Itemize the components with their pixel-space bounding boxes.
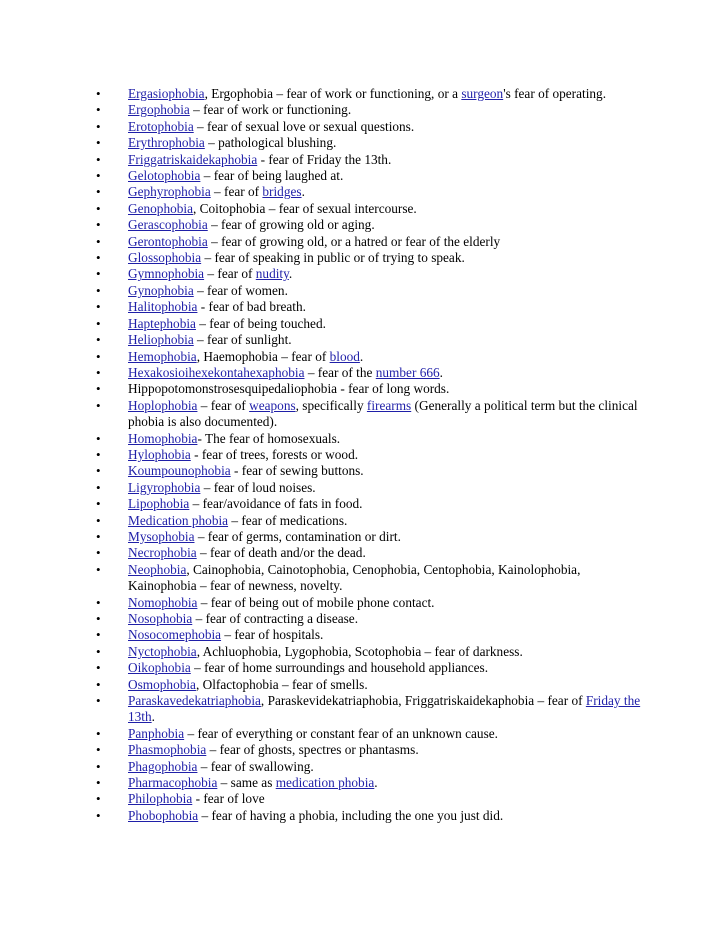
item-text: , specifically: [295, 397, 367, 413]
item-text: – fear/avoidance of fats in food.: [189, 496, 363, 512]
list-item: [88, 595, 648, 611]
term-link[interactable]: Halitophobia: [128, 299, 198, 315]
term-link[interactable]: Gerascophobia: [128, 217, 208, 233]
list-item: [88, 726, 648, 742]
item-text: 's fear of operating.: [503, 86, 607, 101]
bullet-icon: •: [96, 611, 101, 626]
item-text: – fear of contracting a disease.: [192, 611, 359, 626]
term-link[interactable]: Phobophobia: [128, 807, 199, 823]
item-text: – same as: [217, 775, 276, 791]
item-text: .: [151, 709, 155, 725]
bullet-icon: •: [96, 775, 101, 791]
list-item: [88, 693, 648, 726]
bullet-icon: •: [96, 643, 101, 659]
list-item: [88, 480, 648, 496]
list-item: [88, 611, 648, 627]
list-item: [88, 545, 648, 561]
term-link[interactable]: Ergasiophobia: [128, 86, 205, 101]
list-item: [88, 299, 648, 315]
bullet-icon: •: [96, 528, 101, 544]
item-text: , Haemophobia – fear of: [196, 348, 330, 364]
item-text: – fear of germs, contamination or dirt.: [194, 528, 401, 544]
item-text: , Achluophobia, Lygophobia, Scotophobia – fear of darkness.: [196, 643, 523, 659]
item-text: – fear of ghosts, spectres or phantasms.: [206, 742, 419, 758]
bullet-icon: •: [96, 693, 101, 709]
bullet-icon: •: [96, 233, 101, 249]
item-text: - fear of love: [192, 791, 265, 807]
list-item: [88, 808, 648, 824]
term-link[interactable]: Koumpounophobia: [128, 463, 231, 479]
term-link[interactable]: weapons: [249, 397, 296, 413]
list-item: [88, 496, 648, 512]
term-link[interactable]: Medication phobia: [128, 512, 229, 528]
term-link[interactable]: nudity: [255, 266, 289, 282]
term-link[interactable]: Friggatriskaidekaphobia: [128, 151, 258, 167]
term-link[interactable]: Philophobia: [128, 791, 193, 807]
bullet-icon: •: [96, 463, 101, 479]
list-item: [88, 332, 648, 348]
list-item: [88, 152, 648, 168]
bullet-icon: •: [96, 430, 101, 446]
item-text: - fear of bad breath.: [197, 299, 306, 315]
term-link[interactable]: Erotophobia: [128, 118, 194, 134]
bullet-icon: •: [96, 151, 101, 167]
bullet-icon: •: [96, 102, 101, 118]
term-link[interactable]: Osmophobia: [128, 676, 196, 692]
bullet-icon: •: [96, 791, 101, 807]
phobia-list: [88, 86, 648, 824]
term-link[interactable]: Hylophobia: [128, 446, 191, 462]
list-item: [88, 201, 648, 217]
list-item: [88, 349, 648, 365]
bullet-icon: •: [96, 742, 101, 758]
bullet-icon: •: [96, 725, 101, 741]
bullet-icon: •: [96, 676, 101, 692]
term-link[interactable]: blood: [329, 348, 360, 364]
list-item: [88, 365, 648, 381]
list-item: [88, 529, 648, 545]
item-text: – fear of speaking in public or of trying to speak.: [201, 250, 465, 266]
item-text: – fear of death and/or the dead.: [196, 545, 366, 561]
term-link[interactable]: Gerontophobia: [128, 233, 208, 249]
list-item: [88, 283, 648, 299]
bullet-icon: •: [96, 627, 101, 643]
term-link[interactable]: Heliophobia: [128, 332, 194, 348]
item-text: – fear of the: [304, 364, 376, 380]
item-text: Hippopotomonstrosesquipedaliophobia - fear of long words.: [128, 381, 450, 397]
term-link[interactable]: surgeon: [461, 86, 504, 101]
item-text: – fear of being out of mobile phone contact.: [197, 594, 435, 610]
term-link[interactable]: Panphobia: [128, 725, 185, 741]
list-item: [88, 447, 648, 463]
list-item: [88, 562, 648, 595]
term-link[interactable]: Mysophobia: [128, 528, 195, 544]
bullet-icon: •: [96, 594, 101, 610]
list-item: [88, 513, 648, 529]
bullet-icon: •: [96, 446, 101, 462]
item-text: - fear of trees, forests or wood.: [190, 446, 359, 462]
term-link[interactable]: Necrophobia: [128, 545, 197, 561]
item-text: – fear of growing old or aging.: [207, 217, 375, 233]
list-item: [88, 759, 648, 775]
term-link[interactable]: Nosocomephobia: [128, 627, 222, 643]
list-item: [88, 463, 648, 479]
item-text: – fear of loud noises.: [200, 479, 316, 495]
item-text: – fear of medications.: [228, 512, 348, 528]
item-text: – fear of: [197, 397, 250, 413]
item-text: .: [439, 364, 443, 380]
term-link[interactable]: Haptephobia: [128, 315, 196, 331]
bullet-icon: •: [96, 135, 101, 151]
term-link[interactable]: Oikophobia: [128, 660, 191, 676]
term-link[interactable]: Genophobia: [128, 200, 193, 216]
list-item: [88, 398, 648, 431]
bullet-icon: •: [96, 807, 101, 823]
list-item: [88, 250, 648, 266]
item-text: , Paraskevidekatriaphobia, Friggatriskaidekaphobia – fear of: [260, 693, 586, 709]
bullet-icon: •: [96, 86, 101, 101]
list-item: [88, 86, 648, 102]
term-link[interactable]: Erythrophobia: [128, 135, 205, 151]
bullet-icon: •: [96, 250, 101, 266]
term-link[interactable]: Hemophobia: [128, 348, 197, 364]
list-item: [88, 660, 648, 676]
bullet-icon: •: [96, 118, 101, 134]
list-item: [88, 266, 648, 282]
term-link[interactable]: Pharmacophobia: [128, 775, 218, 791]
term-link[interactable]: number 666: [375, 364, 440, 380]
bullet-icon: •: [96, 397, 101, 413]
list-item: [88, 135, 648, 151]
bullet-icon: •: [96, 266, 101, 282]
item-text: – fear of swallowing.: [197, 758, 314, 774]
bullet-icon: •: [96, 168, 101, 184]
term-link[interactable]: Lipophobia: [128, 496, 190, 512]
term-link[interactable]: medication phobia: [275, 775, 375, 791]
item-text: - The fear of homosexuals.: [197, 430, 341, 446]
list-item: [88, 791, 648, 807]
bullet-icon: •: [96, 660, 101, 676]
term-link[interactable]: bridges: [262, 184, 302, 200]
item-text: – fear of work or functioning.: [189, 102, 352, 118]
item-text: (Generally a political term but the clinical phobia is also documented).: [128, 397, 638, 430]
bullet-icon: •: [96, 348, 101, 364]
item-text: – fear of everything or constant fear of an unknown cause.: [184, 725, 498, 741]
list-item: [88, 431, 648, 447]
item-text: , Olfactophobia – fear of smells.: [195, 676, 368, 692]
term-link[interactable]: Hexakosioihexekontahexaphobia: [128, 364, 305, 380]
item-text: – fear of being laughed at.: [200, 168, 344, 184]
term-link[interactable]: Gynophobia: [128, 282, 194, 298]
item-text: - fear of sewing buttons.: [230, 463, 364, 479]
bullet-icon: •: [96, 200, 101, 216]
item-text: .: [374, 775, 378, 791]
item-text: – fear of sunlight.: [193, 332, 292, 348]
item-text: – pathological blushing.: [204, 135, 337, 151]
bullet-icon: •: [96, 479, 101, 495]
bullet-icon: •: [96, 184, 101, 200]
item-text: – fear of: [210, 184, 263, 200]
list-item: [88, 627, 648, 643]
term-link[interactable]: Hoplophobia: [128, 397, 198, 413]
term-link[interactable]: Ergophobia: [128, 102, 190, 118]
bullet-icon: •: [96, 315, 101, 331]
item-text: - fear of Friday the 13th.: [257, 151, 392, 167]
list-item: [88, 381, 648, 397]
term-link[interactable]: Nyctophobia: [128, 643, 197, 659]
list-item: [88, 168, 648, 184]
bullet-icon: •: [96, 512, 101, 528]
list-item: [88, 119, 648, 135]
item-text: – fear of home surroundings and household appliances.: [190, 660, 489, 676]
bullet-icon: •: [96, 217, 101, 233]
bullet-icon: •: [96, 364, 101, 380]
item-text: .: [359, 348, 364, 364]
item-text: – fear of sexual love or sexual questions.: [193, 118, 415, 134]
item-text: – fear of women.: [193, 282, 288, 298]
term-link[interactable]: Ligyrophobia: [128, 479, 201, 495]
term-link[interactable]: Phasmophobia: [128, 742, 207, 758]
term-link[interactable]: firearms: [366, 397, 412, 413]
item-text: , Coitophobia – fear of sexual intercourse.: [193, 200, 417, 216]
list-item: [88, 217, 648, 233]
bullet-icon: •: [96, 561, 101, 577]
list-item: [88, 184, 648, 200]
term-link[interactable]: Gephyrophobia: [128, 184, 211, 200]
list-item: [88, 742, 648, 758]
list-item: [88, 316, 648, 332]
item-text: .: [288, 266, 293, 282]
list-item: [88, 102, 648, 118]
term-link[interactable]: Gelotophobia: [128, 168, 201, 184]
bullet-icon: •: [96, 299, 101, 315]
term-link[interactable]: Nosophobia: [128, 611, 193, 626]
bullet-icon: •: [96, 545, 101, 561]
list-item: [88, 644, 648, 660]
bullet-icon: •: [96, 332, 101, 348]
list-item: [88, 234, 648, 250]
term-link[interactable]: Gymnophobia: [128, 266, 205, 282]
item-text: – fear of growing old, or a hatred or fear of the elderly: [207, 233, 501, 249]
list-item: [88, 775, 648, 791]
bullet-icon: •: [96, 496, 101, 512]
bullet-icon: •: [96, 282, 101, 298]
term-link[interactable]: Neophobia: [128, 561, 187, 577]
bullet-icon: •: [96, 381, 101, 397]
term-link[interactable]: Glossophobia: [128, 250, 202, 266]
term-link[interactable]: Phagophobia: [128, 758, 198, 774]
item-text: – fear of having a phobia, including the one you just did.: [198, 807, 504, 823]
item-text: , Cainophobia, Cainotophobia, Cenophobia, Centophobia, Kainolophobia, Kainophobia – fear of newness, novelty.: [128, 561, 581, 594]
term-link[interactable]: Nomophobia: [128, 594, 198, 610]
item-text: , Ergophobia – fear of work or functioning, or a: [204, 86, 462, 101]
term-link[interactable]: Paraskavedekatriaphobia: [128, 693, 261, 709]
item-text: – fear of being touched.: [195, 315, 326, 331]
bullet-icon: •: [96, 758, 101, 774]
list-item: [88, 677, 648, 693]
item-text: – fear of hospitals.: [221, 627, 324, 643]
term-link[interactable]: Homophobia: [128, 430, 198, 446]
item-text: .: [301, 184, 305, 200]
item-text: – fear of: [204, 266, 256, 282]
term-link[interactable]: Friday the 13th: [128, 693, 641, 725]
